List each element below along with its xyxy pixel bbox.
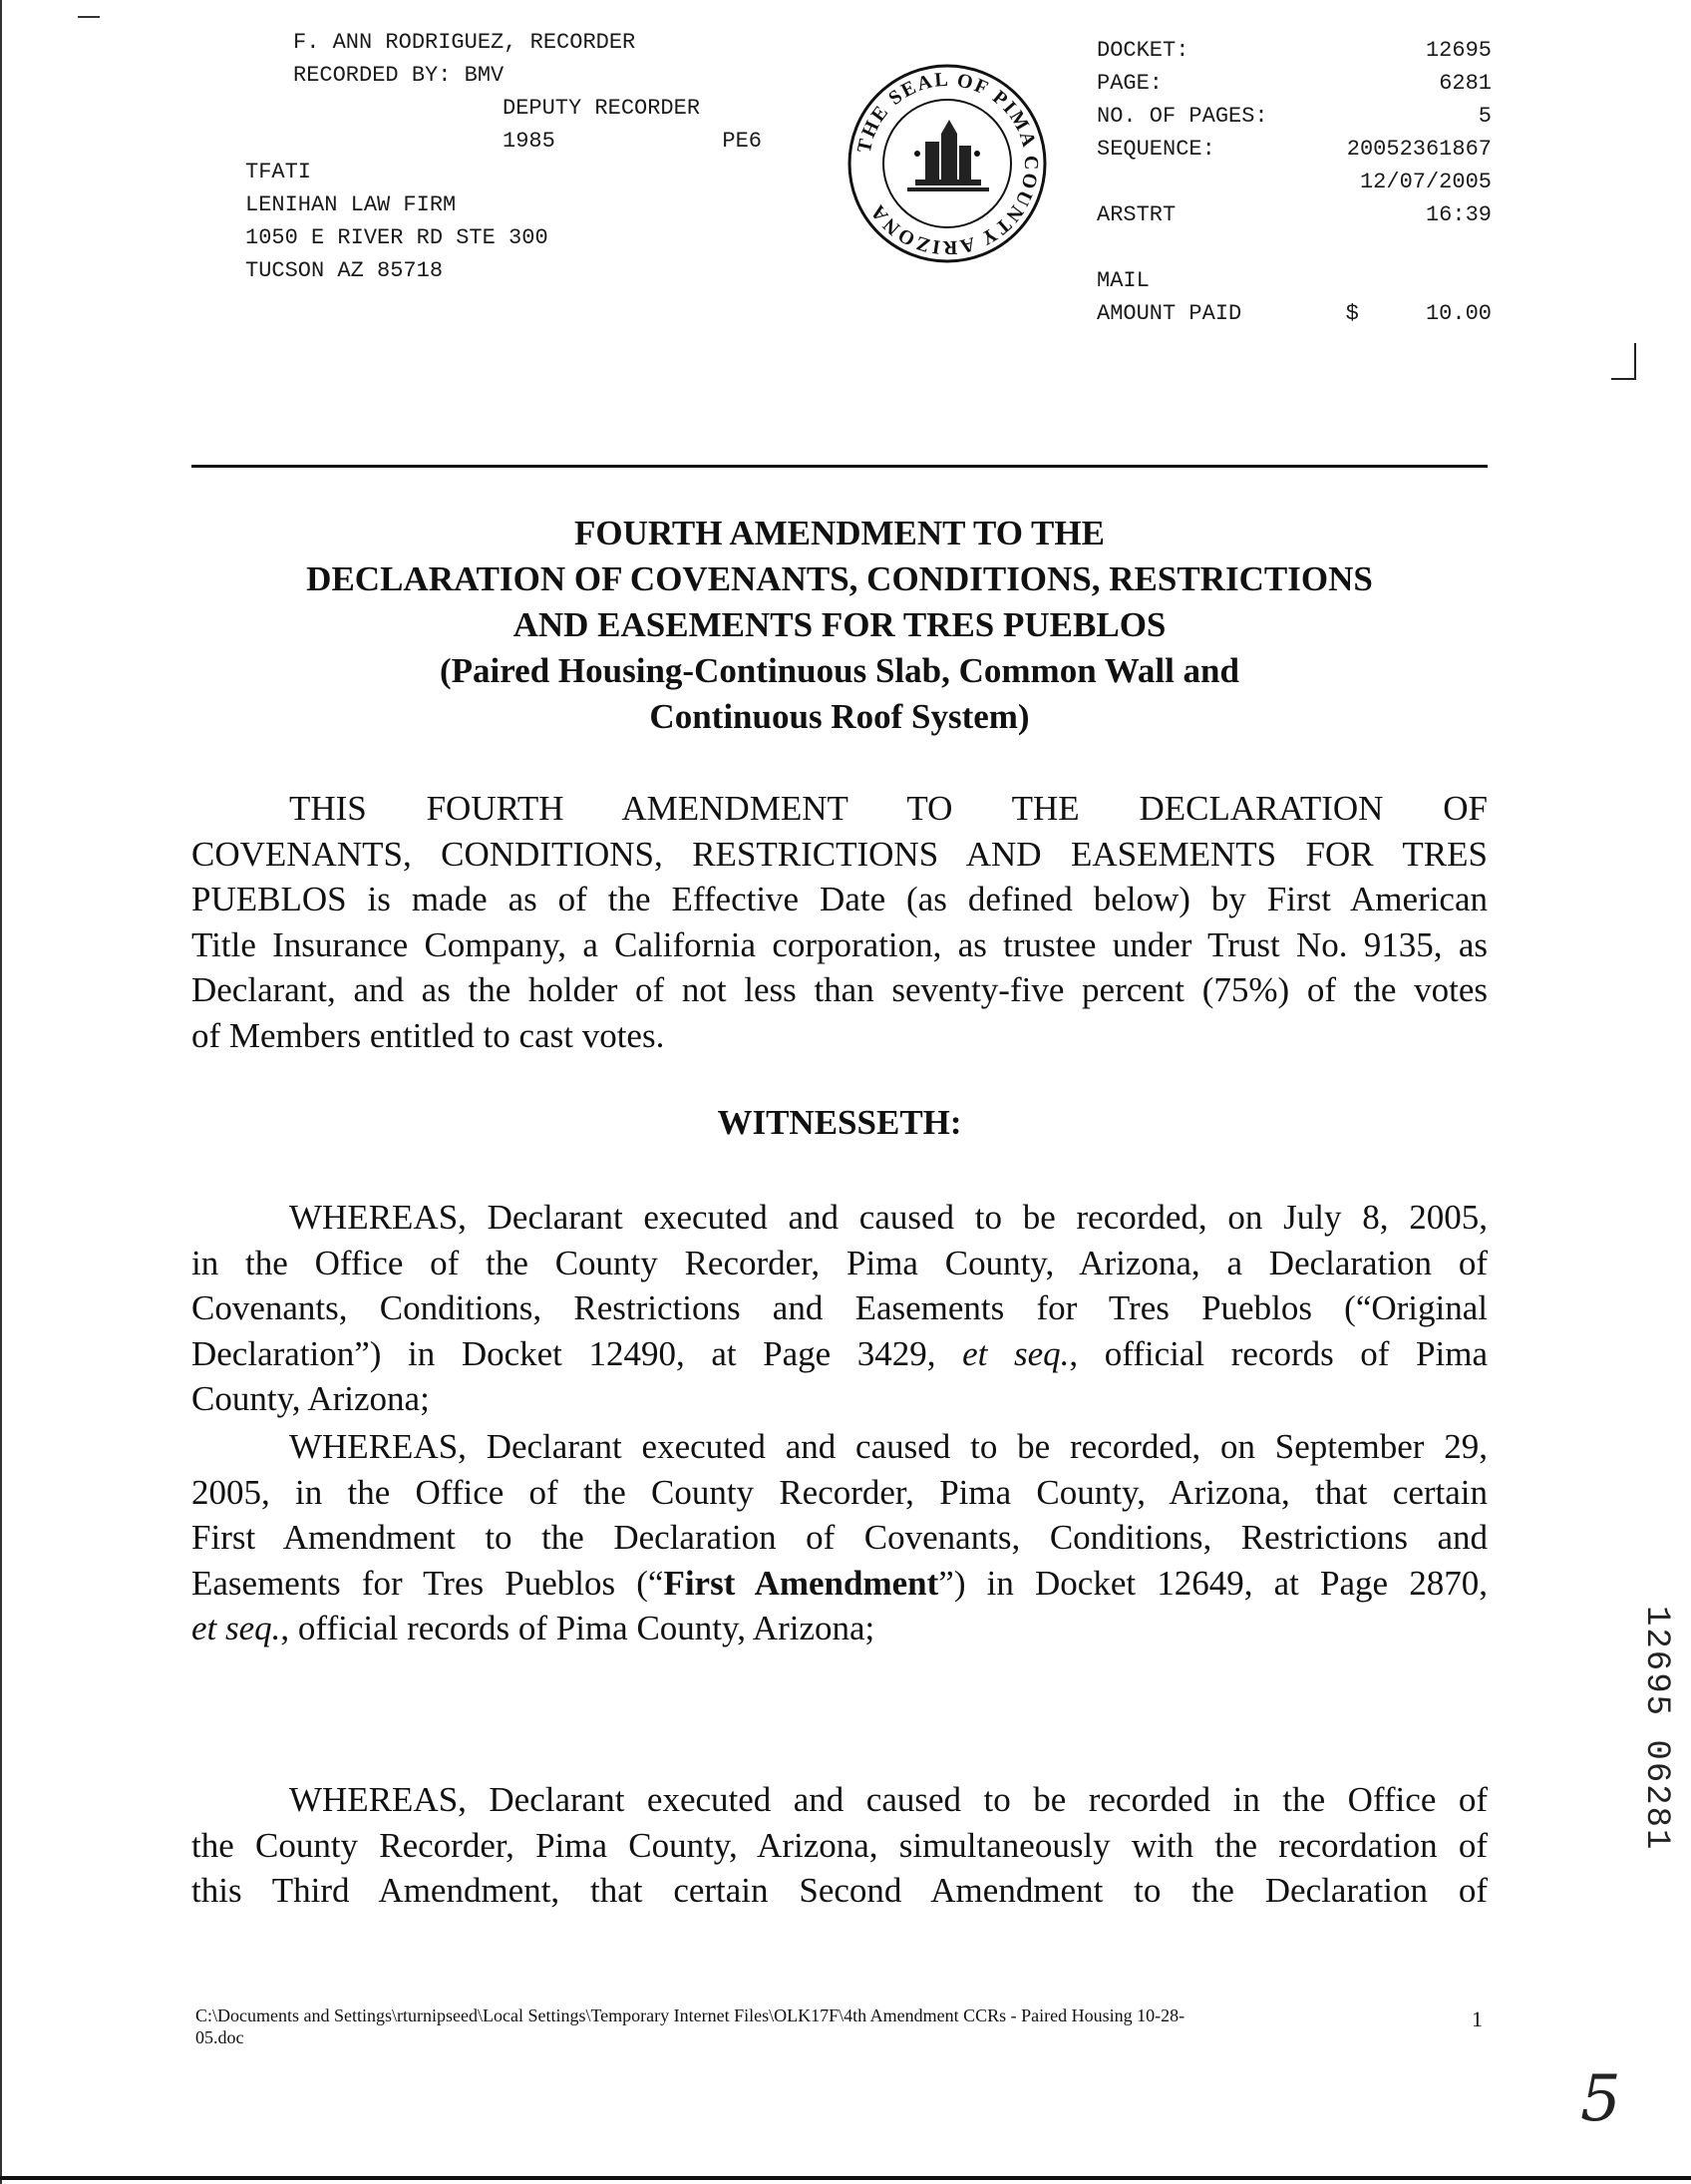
paragraph-line: County, Arizona; (191, 1379, 430, 1418)
whereas-paragraph-1 (191, 1195, 1488, 1422)
paragraph-line: Easements for Tres Pueblos (“First Amendment”) in Docket 12649, at Page 2870, (191, 1563, 1488, 1603)
sequence-row: SEQUENCE: 20052361867 (1097, 137, 1492, 162)
paragraph-line: 2005, in the Office of the County Recorder, Pima County, Arizona, that certain (191, 1472, 1488, 1512)
witnesseth-heading: WITNESSETH: (717, 1103, 962, 1142)
paragraph-line: WHEREAS, Declarant executed and caused to be recorded in the Office of (289, 1780, 1488, 1819)
type-row: ARSTRT 16:39 (1097, 202, 1492, 227)
deputy-recorder: DEPUTY RECORDER (503, 96, 701, 121)
docket-row: DOCKET: 12695 (1097, 38, 1492, 63)
document-title (191, 511, 1488, 740)
paragraph-line: et seq., official records of Pima County, Arizona; (191, 1609, 875, 1647)
page-number: 1 (1472, 2006, 1483, 2031)
pages-row: NO. OF PAGES: 5 (1097, 104, 1492, 129)
recording-info (1097, 34, 1492, 330)
mail-to-line: TUCSON AZ 85718 (245, 258, 444, 283)
recorded-by: RECORDED BY: BMV (293, 63, 505, 88)
paragraph-line: PUEBLOS is made as of the Effective Date (as defined below) by First American (191, 880, 1488, 918)
margin-tick-mark (1605, 339, 1641, 387)
scan-corner-mark (78, 16, 100, 18)
paragraph-line: in the Office of the County Recorder, Pima County, Arizona, a Declaration of (191, 1243, 1488, 1282)
paragraph-line: THIS FOURTH AMENDMENT TO THE DECLARATION OF (289, 789, 1488, 828)
recording-date: 12/07/2005 (1359, 170, 1492, 194)
header-divider (191, 465, 1488, 468)
paragraph-line: Declaration”) in Docket 12490, at Page 3429, et seq., official records of Pima (191, 1333, 1488, 1373)
side-docket-stamp: 12695 06281 (1637, 1606, 1675, 1852)
title-line: Continuous Roof System) (649, 697, 1030, 736)
mail-to-line: 1050 E RIVER RD STE 300 (245, 225, 548, 250)
intro-paragraph (191, 786, 1488, 1058)
paragraph-line: Title Insurance Company, a California corporation, as trustee under Trust No. 9135, as (191, 924, 1488, 964)
paragraph-line: this Third Amendment, that certain Second Amendment to the Declaration of (191, 1871, 1488, 1910)
page-row: PAGE: 6281 (1097, 71, 1492, 96)
scan-bottom-edge (0, 2176, 1691, 2180)
county-seal-image (846, 62, 1049, 265)
paragraph-line: COVENANTS, CONDITIONS, RESTRICTIONS AND EASEMENTS FOR TRES (191, 834, 1488, 874)
mail-to-line: TFATI (245, 160, 312, 184)
title-line: DECLARATION OF COVENANTS, CONDITIONS, RESTRICTIONS (306, 559, 1373, 598)
recorder-block (293, 26, 762, 158)
paragraph-line: of Members entitled to cast votes. (191, 1015, 665, 1055)
paragraph-line: Declarant, and as the holder of not less than seventy-five percent (75%) of the votes (191, 970, 1488, 1009)
paragraph-line: Covenants, Conditions, Restrictions and Easements for Tres Pueblos (“Original (191, 1288, 1488, 1327)
whereas-paragraph-2 (191, 1424, 1488, 1651)
paragraph-line: WHEREAS, Declarant executed and caused to be recorded, on July 8, 2005, (289, 1198, 1488, 1237)
scan-left-edge (0, 0, 2, 2184)
county-seal-icon (846, 62, 1049, 265)
footer-file-path: C:\Documents and Settings\rturnipseed\Local Settings\Temporary Internet Files\OLK17F\4th Amendment CCRs - Paired Housing 10-28- 05.doc (195, 2005, 1185, 2047)
recorder-codes: 1985 PE6 (503, 129, 762, 154)
handwritten-page-mark: 5 (1580, 2062, 1621, 2136)
paragraph-line: First Amendment to the Declaration of Covenants, Conditions, Restrictions and (191, 1518, 1488, 1557)
title-line: FOURTH AMENDMENT TO THE (574, 514, 1105, 552)
mail-label: MAIL (1097, 268, 1150, 293)
mail-to-line: LENIHAN LAW FIRM (245, 192, 457, 217)
amount-row: AMOUNT PAID $ 10.00 (1097, 301, 1492, 326)
title-line: AND EASEMENTS FOR TRES PUEBLOS (512, 605, 1167, 644)
mail-to-address (245, 156, 548, 287)
recorder-name: F. ANN RODRIGUEZ, RECORDER (293, 30, 636, 55)
paragraph-line: WHEREAS, Declarant executed and caused to be recorded, on September 29, (289, 1427, 1488, 1466)
title-line: (Paired Housing-Continuous Slab, Common Wall and (440, 651, 1239, 690)
paragraph-line: the County Recorder, Pima County, Arizona, simultaneously with the recordation of (191, 1825, 1488, 1865)
whereas-paragraph-3 (191, 1777, 1488, 1914)
svg-text:THE SEAL OF PIMA COUNTY ARIZON: THE SEAL OF PIMA COUNTY ARIZONA (852, 68, 1043, 259)
